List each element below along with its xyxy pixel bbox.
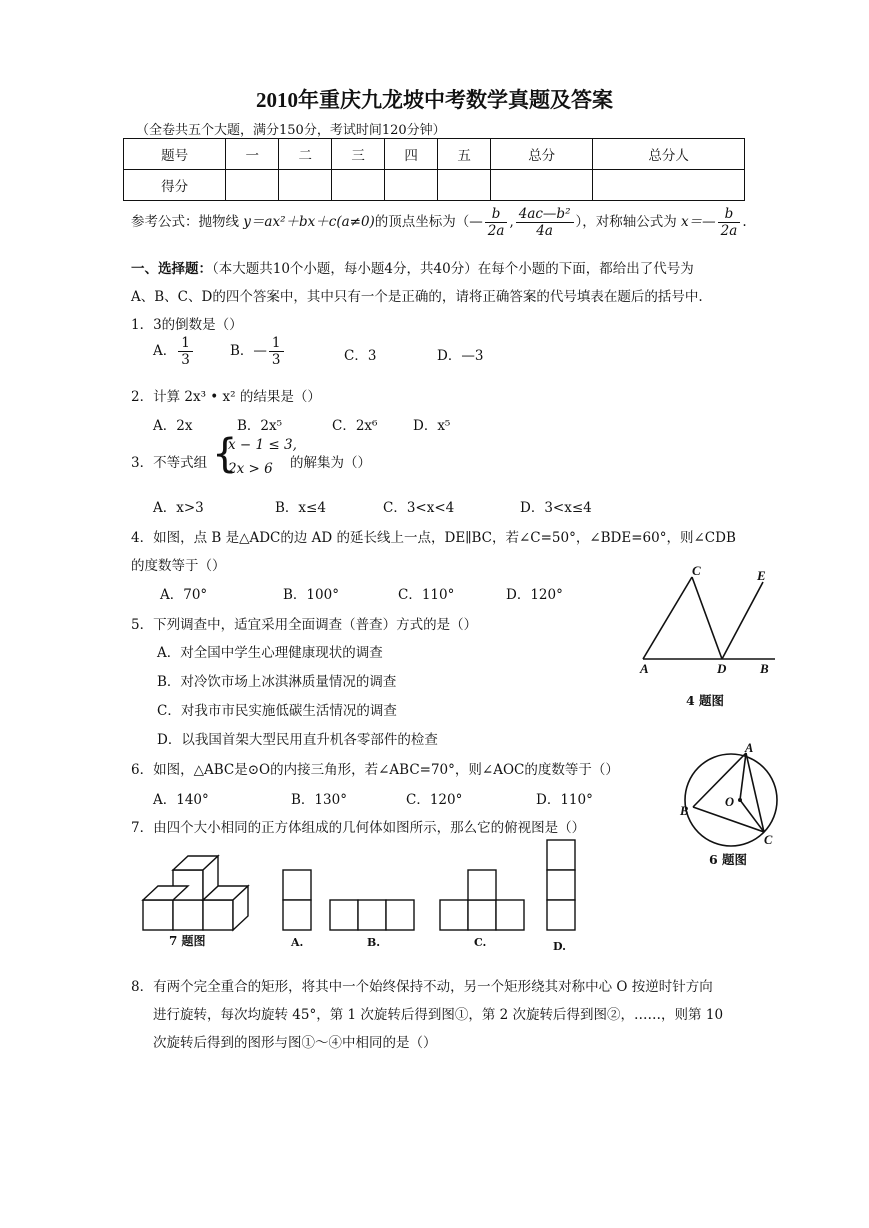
- point-label-c: C: [692, 563, 701, 578]
- score-cell[interactable]: [593, 170, 745, 201]
- exam-info: （全卷共五个大题，满分150分，考试时间120分钟）: [136, 123, 446, 138]
- q4-option-c[interactable]: C．110°: [398, 587, 455, 603]
- q7-option-d-figure: [547, 840, 575, 930]
- q4-line1: 4．如图，点 B 是△ADC的边 AD 的延长线上一点，DE∥BC，若∠C=50°，∠BDE=60°，则∠CDB: [131, 530, 736, 546]
- q5-option-b[interactable]: B．对冷饮市场上冰淇淋质量情况的调查: [157, 674, 397, 690]
- header-cell: 三: [332, 139, 385, 170]
- point-label-a: A: [745, 741, 754, 755]
- q7-label-b: B.: [367, 936, 381, 949]
- score-cell[interactable]: [385, 170, 438, 201]
- q8-line2: 进行旋转，每次均旋转 45°，第 1 次旋转后得到图①，第 2 次旋转后得到图②，……，则第 10: [153, 1007, 724, 1023]
- point-label-c: C: [764, 833, 773, 847]
- q2-option-c[interactable]: C．2x⁶: [332, 418, 378, 434]
- q1-stem: 1．3的倒数是（）: [131, 317, 243, 333]
- q3-option-b[interactable]: B．x≤4: [275, 500, 326, 516]
- q6-figure: [676, 740, 796, 870]
- q3-option-a[interactable]: A．x>3: [153, 500, 204, 516]
- score-table-score-row: [124, 170, 745, 201]
- header-cell: 题号: [124, 139, 226, 170]
- q4-option-a[interactable]: A．70°: [160, 587, 208, 603]
- q7-label-a: A.: [291, 936, 304, 949]
- header-cell: 一: [226, 139, 279, 170]
- q8-line1: 8．有两个完全重合的矩形，将其中一个始终保持不动，另一个矩形绕其对称中心 O 按逆时针方向: [131, 979, 713, 995]
- q1-option-a[interactable]: A． $\frac{1}{3}$: [153, 335, 195, 368]
- q4-option-d[interactable]: D．120°: [506, 587, 563, 603]
- fraction-4ac-b2-4a: $\frac{\text{4ac—b²}}{4a}$: [516, 206, 574, 239]
- q5-option-a[interactable]: A．对全国中学生心理健康现状的调查: [157, 645, 383, 661]
- q3-inequality-1: x − 1 ≤ 3,: [228, 437, 297, 453]
- q5-option-d[interactable]: D．以我国首架大型民用直升机各零部件的检查: [157, 732, 438, 748]
- fraction-axis: $\frac{b}{2a}$: [718, 206, 741, 239]
- score-cell[interactable]: [226, 170, 279, 201]
- point-label-o: O: [725, 795, 735, 809]
- header-cell: 总分人: [593, 139, 745, 170]
- section-heading: 一、选择题：: [131, 261, 212, 277]
- row-label: 得分: [124, 170, 226, 201]
- q1-option-d[interactable]: D．—3: [437, 348, 484, 364]
- system-brace: {: [212, 431, 238, 477]
- q4-figure: [630, 562, 790, 712]
- q3-suffix: 的解集为（）: [290, 455, 371, 471]
- q6-stem: 6．如图，△ABC是⊙O的内接三角形，若∠ABC=70°，则∠AOC的度数等于（）: [131, 762, 619, 778]
- q7-option-b-figure: [330, 900, 414, 930]
- q7-stem: 7．由四个大小相同的正方体组成的几何体如图所示，那么它的俯视图是（）: [131, 820, 586, 836]
- q4-figure-lines: [643, 577, 775, 659]
- q1-option-c[interactable]: C．3: [344, 348, 377, 364]
- q4-fig-caption: 4 题图: [686, 693, 725, 708]
- q4-option-b[interactable]: B．100°: [283, 587, 339, 603]
- page-title: 2010年重庆九龙坡中考数学真题及答案: [256, 88, 613, 112]
- q3-prefix: 3．不等式组: [131, 455, 208, 471]
- point-label-e: E: [757, 568, 766, 583]
- score-cell[interactable]: [491, 170, 593, 201]
- q2-option-d[interactable]: D．x⁵: [413, 418, 451, 434]
- q6-option-c[interactable]: C．120°: [406, 792, 463, 808]
- header-cell: 总分: [491, 139, 593, 170]
- score-table: [123, 138, 745, 201]
- q3-inequality-2: 2x > 6: [228, 461, 273, 477]
- q7-label-d: D.: [553, 940, 566, 953]
- q7-solid: [143, 856, 248, 930]
- q7-option-a-figure: [283, 870, 311, 930]
- header-cell: 五: [438, 139, 491, 170]
- point-label-b: B: [760, 661, 769, 676]
- score-cell[interactable]: [332, 170, 385, 201]
- q7-fig-caption: 7 题图: [169, 934, 206, 948]
- score-cell[interactable]: [279, 170, 332, 201]
- score-cell[interactable]: [438, 170, 491, 201]
- q6-option-a[interactable]: A．140°: [153, 792, 209, 808]
- header-cell: 二: [279, 139, 332, 170]
- q8-line3: 次旋转后得到的图形与图①～④中相同的是（）: [153, 1035, 437, 1051]
- fraction-b-2a: $\frac{b}{2a}$: [485, 206, 508, 239]
- q6-option-d[interactable]: D．110°: [536, 792, 593, 808]
- q2-stem: 2．计算 2x³ • x² 的结果是（）: [131, 389, 321, 405]
- header-cell: 四: [385, 139, 438, 170]
- q1-option-b[interactable]: B．— $\frac{1}{3}$: [230, 335, 286, 368]
- q2-option-a[interactable]: A．2x: [153, 418, 193, 434]
- reference-formula: 参考公式：抛物线 y＝ax²＋bx＋c(a≠0)的顶点坐标为（— $\frac{b}{2a}$ , $\frac{\text{4ac—b²}}{4a}$ ），对称轴公式为 x＝— $\frac{b}{2a}$ .: [131, 206, 747, 239]
- section1-line2: A、B、C、D的四个答案中，其中只有一个是正确的，请将正确答案的代号填表在题后的括号中.: [131, 289, 703, 305]
- q7-figures: [133, 838, 593, 960]
- point-label-d: D: [717, 661, 727, 676]
- q4-line2: 的度数等于（）: [131, 558, 226, 574]
- score-table-header-row: [124, 139, 745, 170]
- section1-line1: 一、选择题：（本大题共10个小题，每小题4分，共40分）在每个小题的下面，都给出了代号为: [131, 261, 694, 277]
- q6-fig-caption: 6 题图: [709, 852, 748, 867]
- q5-stem: 5．下列调查中，适宜采用全面调查（普查）方式的是（）: [131, 617, 478, 633]
- q3-option-d[interactable]: D．3<x≤4: [520, 500, 592, 516]
- q7-label-c: C.: [474, 936, 487, 949]
- q6-option-b[interactable]: B．130°: [291, 792, 347, 808]
- point-label-b: B: [680, 804, 689, 818]
- point-label-a: A: [640, 661, 649, 676]
- q3-option-c[interactable]: C．3<x<4: [383, 500, 455, 516]
- q7-option-c-figure: [440, 870, 524, 930]
- q2-option-b[interactable]: B．2x⁵: [237, 418, 283, 434]
- q5-option-c[interactable]: C．对我市市民实施低碳生活情况的调查: [157, 703, 397, 719]
